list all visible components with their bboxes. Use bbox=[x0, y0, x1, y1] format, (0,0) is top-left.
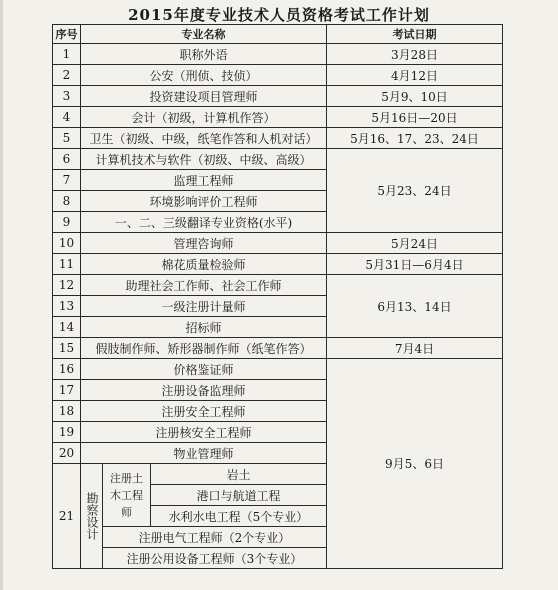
table-row bbox=[53, 86, 503, 107]
row-no: 17 bbox=[53, 380, 81, 401]
row-no: 16 bbox=[53, 359, 81, 380]
row-name: 棉花质量检验师 bbox=[81, 254, 327, 275]
document-title: 2015年度专业技术人员资格考试工作计划 bbox=[128, 6, 430, 24]
row-no: 5 bbox=[53, 128, 81, 149]
row-date: 5月9、10日 bbox=[327, 86, 503, 107]
row-name: 公安（刑侦、技侦） bbox=[81, 65, 327, 86]
merged-date-cell: 6月13、14日 bbox=[327, 275, 503, 338]
row-name: 招标师 bbox=[81, 317, 327, 338]
row-date: 3月28日 bbox=[327, 44, 503, 65]
header-no: 序号 bbox=[53, 25, 81, 44]
row-no: 13 bbox=[53, 296, 81, 317]
row-no: 15 bbox=[53, 338, 81, 359]
group-label-cell bbox=[81, 464, 103, 569]
row-name: 管理咨询师 bbox=[81, 233, 327, 254]
row-no: 4 bbox=[53, 107, 81, 128]
table-row bbox=[53, 128, 503, 149]
table-row bbox=[53, 254, 503, 275]
civil-item: 岩土 bbox=[151, 464, 327, 485]
group-label: 勘察设计 bbox=[85, 492, 99, 540]
exam-schedule-table bbox=[52, 24, 503, 569]
table-row bbox=[53, 149, 503, 170]
civil-item: 水利水电工程（5个专业） bbox=[151, 506, 327, 527]
row-name: 助理社会工作师、社会工作师 bbox=[81, 275, 327, 296]
civil-engineer-label: 注册土木工程师 bbox=[110, 471, 143, 519]
row-name: 注册核安全工程师 bbox=[81, 422, 327, 443]
row-name: 一级注册计量师 bbox=[81, 296, 327, 317]
scan-edge bbox=[0, 0, 3, 590]
header-name: 专业名称 bbox=[81, 25, 327, 44]
row-name: 环境影响评价工程师 bbox=[81, 191, 327, 212]
row-date: 4月12日 bbox=[327, 65, 503, 86]
row-name: 计算机技术与软件（初级、中级、高级） bbox=[81, 149, 327, 170]
table-row bbox=[53, 107, 503, 128]
row-no: 6 bbox=[53, 149, 81, 170]
row-no: 14 bbox=[53, 317, 81, 338]
table-row bbox=[53, 233, 503, 254]
row-no: 20 bbox=[53, 443, 81, 464]
row-name: 注册安全工程师 bbox=[81, 401, 327, 422]
row-name: 价格鉴证师 bbox=[81, 359, 327, 380]
row-name: 一、二、三级翻译专业资格(水平) bbox=[81, 212, 327, 233]
row-no: 11 bbox=[53, 254, 81, 275]
table-row bbox=[53, 338, 503, 359]
merged-date-cell: 5月23、24日 bbox=[327, 149, 503, 233]
electrical-engineer: 注册电气工程师（2个专业） bbox=[103, 527, 327, 548]
merged-date-cell: 9月5、6日 bbox=[327, 359, 503, 569]
row-date: 7月4日 bbox=[327, 338, 503, 359]
row-name: 会计（初级，计算机作答） bbox=[81, 107, 327, 128]
utilities-engineer: 注册公用设备工程师（3个专业） bbox=[103, 548, 327, 569]
row-no: 19 bbox=[53, 422, 81, 443]
row-date: 5月24日 bbox=[327, 233, 503, 254]
row-name: 物业管理师 bbox=[81, 443, 327, 464]
row-name: 职称外语 bbox=[81, 44, 327, 65]
row-no: 2 bbox=[53, 65, 81, 86]
table-header-row bbox=[53, 25, 503, 44]
civil-label-cell bbox=[103, 464, 151, 527]
row-no: 9 bbox=[53, 212, 81, 233]
row-name: 监理工程师 bbox=[81, 170, 327, 191]
row-no: 18 bbox=[53, 401, 81, 422]
row-date: 5月16日—20日 bbox=[327, 107, 503, 128]
row-date: 5月16、17、23、24日 bbox=[327, 128, 503, 149]
header-date: 考试日期 bbox=[327, 25, 503, 44]
table-row bbox=[53, 359, 503, 380]
civil-item: 港口与航道工程 bbox=[151, 485, 327, 506]
row-no: 3 bbox=[53, 86, 81, 107]
row-no: 1 bbox=[53, 44, 81, 65]
row-name: 卫生（初级、中级，纸笔作答和人机对话） bbox=[81, 128, 327, 149]
row-no: 12 bbox=[53, 275, 81, 296]
row-no: 10 bbox=[53, 233, 81, 254]
table-row bbox=[53, 275, 503, 296]
row-date: 5月31日—6月4日 bbox=[327, 254, 503, 275]
row-name: 假肢制作师、矫形器制作师（纸笔作答） bbox=[81, 338, 327, 359]
row-no: 21 bbox=[53, 464, 81, 569]
table-row bbox=[53, 65, 503, 86]
row-no: 8 bbox=[53, 191, 81, 212]
table-row bbox=[53, 44, 503, 65]
row-name: 投资建设项目管理师 bbox=[81, 86, 327, 107]
row-no: 7 bbox=[53, 170, 81, 191]
row-name: 注册设备监理师 bbox=[81, 380, 327, 401]
